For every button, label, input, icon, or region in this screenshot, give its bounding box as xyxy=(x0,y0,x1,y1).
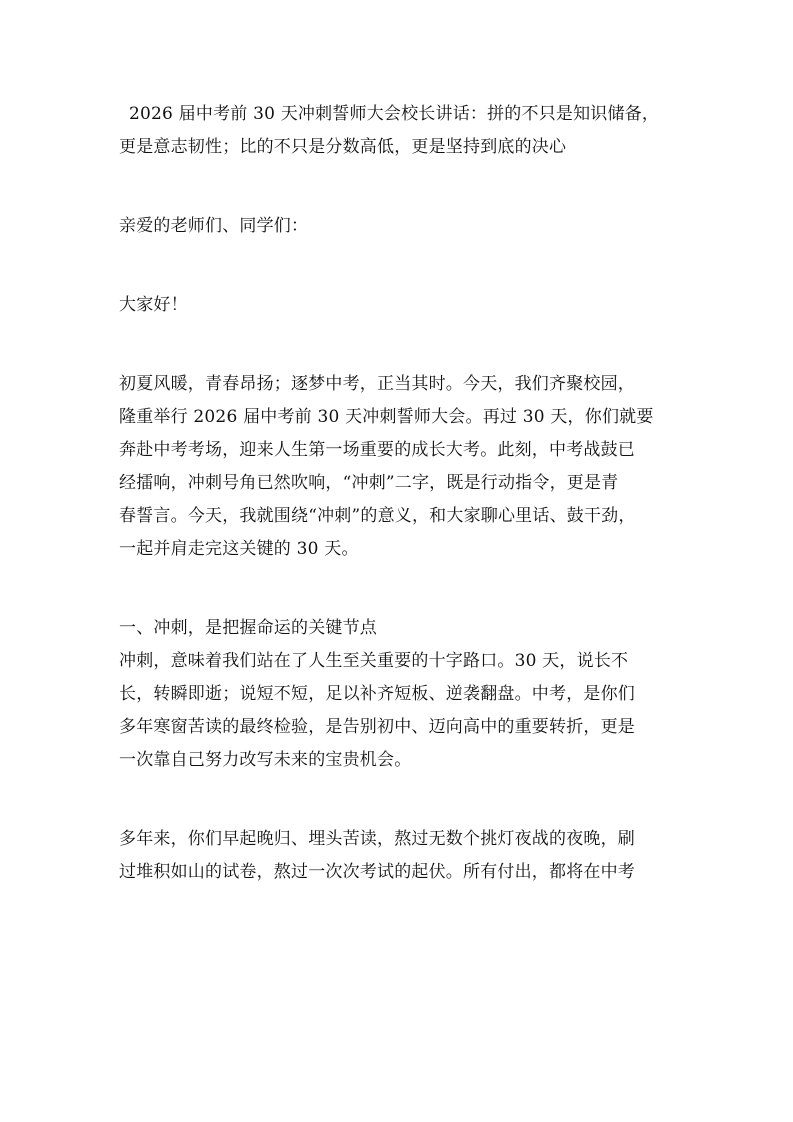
paragraph-intro xyxy=(119,368,679,566)
salutation: 亲爱的老师们、同学们： xyxy=(119,216,309,236)
paragraph-line: 多年寒窗苦读的最终检验，是告别初中、迈向高中的重要转折，更是 xyxy=(119,717,635,737)
paragraph-line: 过堆积如山的试卷，熬过一次次考试的起伏。所有付出，都将在中考 xyxy=(119,862,635,882)
paragraph-line: 长，转瞬即逝；说短不短，足以补齐短板、逆袭翻盘。中考，是你们 xyxy=(119,684,635,704)
paragraph-effort xyxy=(119,823,679,889)
paragraph-line: 奔赴中考考场，迎来人生第一场重要的成长大考。此刻，中考战鼓已 xyxy=(119,440,635,460)
paragraph-crossroads xyxy=(119,645,679,777)
paragraph-line: 一次靠自己努力改写未来的宝贵机会。 xyxy=(119,750,412,770)
paragraph-line: 一起并肩走完这关键的 30 天。 xyxy=(119,539,359,559)
paragraph-line: 隆重举行 2026 届中考前 30 天冲刺誓师大会。再过 30 天，你们就要 xyxy=(119,407,654,427)
section-heading: 一、冲刺，是把握命运的关键节点 xyxy=(119,618,377,638)
document-title-line-2: 更是意志韧性；比的不只是分数高低，更是坚持到底的决心 xyxy=(119,137,567,157)
paragraph-line: 初夏风暖，青春昂扬；逐梦中考，正当其时。今天，我们齐聚校园， xyxy=(119,374,635,394)
document-title-line-1: 2026 届中考前 30 天冲刺誓师大会校长讲话：拼的不只是知识储备， xyxy=(129,104,660,124)
paragraph-line: 多年来，你们早起晚归、埋头苦读，熬过无数个挑灯夜战的夜晚，刷 xyxy=(119,829,635,849)
paragraph-line: 春誓言。今天，我就围绕“冲刺”的意义，和大家聊心里话、鼓干劲， xyxy=(119,506,636,526)
greeting: 大家好！ xyxy=(119,295,188,315)
paragraph-line: 冲刺，意味着我们站在了人生至关重要的十字路口。30 天，说长不 xyxy=(119,651,629,671)
document-body xyxy=(119,98,679,889)
paragraph-line: 经擂响，冲刺号角已然吹响，“冲刺”二字，既是行动指令，更是青 xyxy=(119,473,619,493)
